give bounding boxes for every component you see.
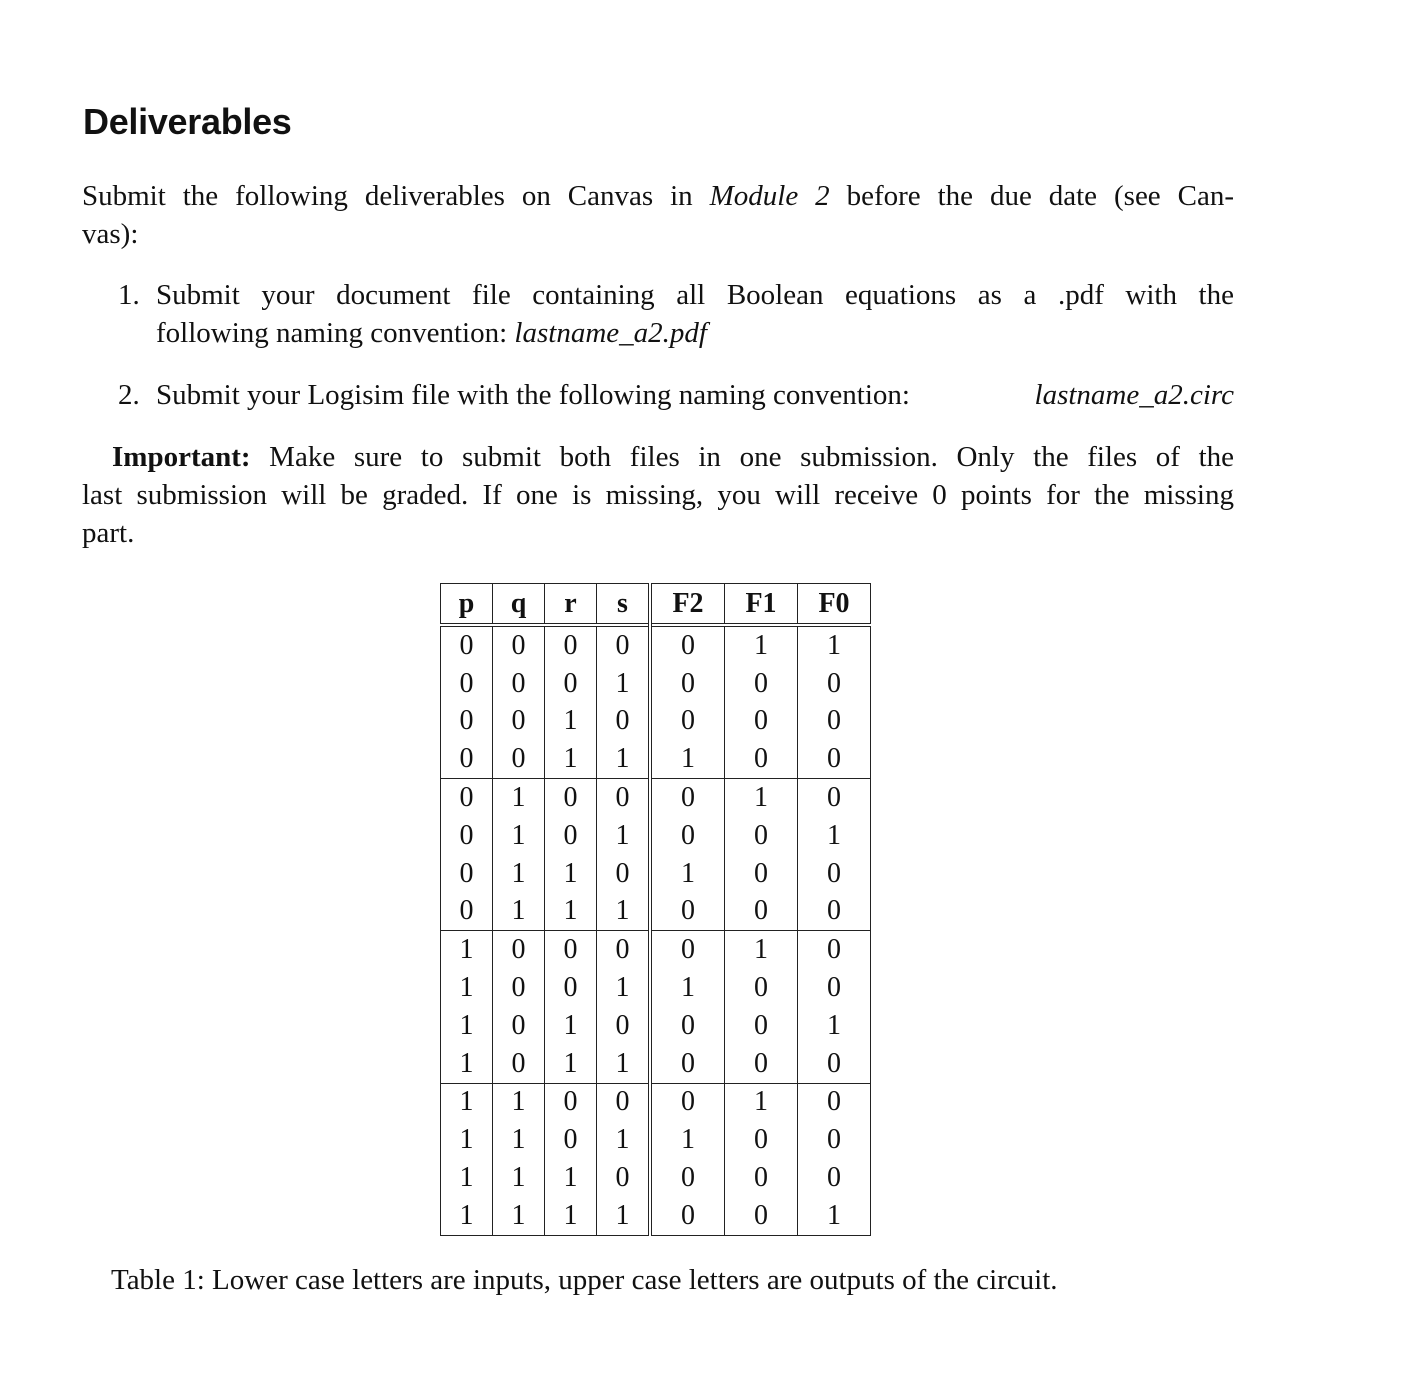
table-cell: 1: [597, 893, 651, 931]
deliverable-item-1: [118, 276, 1234, 352]
table-cell: 1: [597, 740, 651, 778]
table-row: [441, 625, 871, 665]
item-text-line-2: [156, 317, 707, 349]
intro-line-2: vas):: [82, 218, 139, 250]
table-cell: 0: [650, 625, 725, 665]
table-cell: 0: [650, 1197, 725, 1235]
table-cell: 0: [650, 931, 725, 969]
table-cell: 0: [441, 893, 493, 931]
table-cell: 0: [597, 1083, 651, 1121]
pdf-filename: lastname_a2.pdf: [514, 317, 707, 349]
table-cell: 0: [441, 625, 493, 665]
table-cell: 0: [493, 969, 545, 1007]
table-cell: 0: [650, 1159, 725, 1197]
header-q: q: [493, 584, 545, 626]
table-cell: 0: [545, 969, 597, 1007]
table-cell: 1: [545, 1045, 597, 1083]
table-cell: 1: [493, 855, 545, 893]
table-cell: 1: [493, 779, 545, 817]
intro-paragraph: [82, 177, 1234, 253]
table-cell: 1: [441, 1197, 493, 1235]
table-cell: 0: [798, 740, 871, 778]
table-row: [441, 931, 871, 969]
table-cell: 0: [725, 703, 798, 741]
table-cell: 1: [650, 855, 725, 893]
circ-filename: lastname_a2.circ: [1034, 379, 1234, 411]
header-p: p: [441, 584, 493, 626]
table-cell: 1: [441, 969, 493, 1007]
table-cell: 0: [597, 1159, 651, 1197]
header-s: s: [597, 584, 651, 626]
table-cell: 0: [798, 855, 871, 893]
table-cell: 1: [725, 779, 798, 817]
header-f1: F1: [725, 584, 798, 626]
table-cell: 1: [493, 1159, 545, 1197]
table-cell: 0: [493, 931, 545, 969]
table-cell: 1: [597, 1197, 651, 1235]
table-cell: 0: [441, 665, 493, 703]
table-cell: 0: [798, 779, 871, 817]
table-cell: 0: [725, 1121, 798, 1159]
table-cell: 0: [545, 1083, 597, 1121]
item-text: Submit your Logisim file with the following naming convention:: [156, 379, 910, 411]
table-cell: 1: [441, 1159, 493, 1197]
important-text-1: Make sure to submit both files in one submission. Only the files of the: [250, 441, 1234, 473]
table-row: [441, 1083, 871, 1121]
table-cell: 0: [597, 625, 651, 665]
table-cell: 1: [798, 817, 871, 855]
item-text-line-1: Submit your document file containing all Boolean equations as a .pdf with the: [156, 279, 1234, 311]
table-cell: 1: [597, 1121, 651, 1159]
header-r: r: [545, 584, 597, 626]
table-cell: 1: [441, 1045, 493, 1083]
important-line-3: part.: [82, 517, 135, 549]
table-cell: 1: [798, 625, 871, 665]
table-cell: 1: [441, 1121, 493, 1159]
table-cell: 1: [597, 665, 651, 703]
table-cell: 0: [597, 1007, 651, 1045]
table-cell: 0: [798, 1083, 871, 1121]
table-cell: 1: [725, 931, 798, 969]
table-cell: 1: [441, 1083, 493, 1121]
table-cell: 0: [725, 893, 798, 931]
table-cell: 0: [493, 625, 545, 665]
table-cell: 1: [597, 817, 651, 855]
item-number: 1.: [118, 279, 140, 311]
table-cell: 0: [725, 1197, 798, 1235]
table-header-row: [441, 584, 871, 626]
table-cell: 0: [725, 665, 798, 703]
intro-text-before: Submit the following deliverables on Canvas in: [82, 180, 710, 212]
table-cell: 0: [493, 703, 545, 741]
table-cell: 0: [597, 855, 651, 893]
table-cell: 1: [441, 931, 493, 969]
table-cell: 1: [545, 893, 597, 931]
table-row: [441, 740, 871, 778]
table-row: [441, 1121, 871, 1159]
table-cell: 1: [545, 1159, 597, 1197]
table-cell: 0: [441, 855, 493, 893]
table-cell: 1: [493, 893, 545, 931]
intro-line-1: [82, 177, 1234, 215]
table-row: [441, 665, 871, 703]
table-cell: 0: [650, 1045, 725, 1083]
table-cell: 0: [650, 817, 725, 855]
intro-text-after: before the due date (see Can-: [829, 180, 1234, 212]
table-cell: 0: [545, 665, 597, 703]
table-row: [441, 855, 871, 893]
table-cell: 1: [545, 740, 597, 778]
table-cell: 0: [545, 779, 597, 817]
table-cell: 1: [798, 1197, 871, 1235]
table-cell: 0: [545, 817, 597, 855]
table-cell: 0: [545, 931, 597, 969]
table-cell: 0: [798, 665, 871, 703]
table-cell: 0: [725, 817, 798, 855]
table-cell: 1: [597, 969, 651, 1007]
table-row: [441, 1197, 871, 1235]
table-cell: 0: [725, 1159, 798, 1197]
table-cell: 0: [798, 1045, 871, 1083]
table-cell: 0: [725, 969, 798, 1007]
table-cell: 0: [597, 703, 651, 741]
table-cell: 0: [597, 931, 651, 969]
table-cell: 0: [441, 779, 493, 817]
table-cell: 1: [545, 1007, 597, 1045]
table-cell: 0: [493, 1007, 545, 1045]
table-cell: 0: [650, 1007, 725, 1045]
table-cell: 1: [597, 1045, 651, 1083]
section-heading: Deliverables: [83, 101, 292, 142]
table-cell: 1: [725, 1083, 798, 1121]
table-cell: 1: [650, 1121, 725, 1159]
table-cell: 0: [545, 1121, 597, 1159]
important-note: [82, 438, 1234, 552]
table-caption: Table 1: Lower case letters are inputs, upper case letters are outputs of the circuit.: [111, 1264, 1058, 1296]
table-cell: 0: [798, 893, 871, 931]
table-cell: 1: [493, 817, 545, 855]
table-row: [441, 1159, 871, 1197]
table-cell: 0: [650, 665, 725, 703]
table-cell: 0: [650, 779, 725, 817]
table-cell: 1: [493, 1121, 545, 1159]
table-cell: 0: [725, 855, 798, 893]
table-cell: 0: [725, 740, 798, 778]
table-cell: 0: [798, 931, 871, 969]
table-row: [441, 1045, 871, 1083]
table-row: [441, 969, 871, 1007]
table-cell: 1: [545, 855, 597, 893]
table-cell: 1: [798, 1007, 871, 1045]
header-f0: F0: [798, 584, 871, 626]
table-cell: 0: [493, 740, 545, 778]
table-cell: 0: [650, 893, 725, 931]
table-cell: 1: [650, 969, 725, 1007]
table-cell: 0: [441, 703, 493, 741]
table-cell: 0: [798, 1159, 871, 1197]
table-cell: 0: [493, 665, 545, 703]
table-cell: 1: [493, 1083, 545, 1121]
table-cell: 1: [725, 625, 798, 665]
header-f2: F2: [650, 584, 725, 626]
table-cell: 0: [493, 1045, 545, 1083]
important-label: Important:: [112, 441, 251, 473]
table-cell: 0: [597, 779, 651, 817]
module-name: Module 2: [709, 180, 830, 212]
important-line-2: last submission will be graded. If one is missing, you will receive 0 points for the missing: [82, 479, 1234, 511]
table-cell: 0: [545, 625, 597, 665]
table-cell: 0: [725, 1045, 798, 1083]
important-line-1: [82, 438, 1234, 476]
table-cell: 1: [493, 1197, 545, 1235]
table-row: [441, 1007, 871, 1045]
naming-convention-label: following naming convention:: [156, 317, 515, 349]
table-cell: 0: [650, 703, 725, 741]
item-number: 2.: [118, 379, 140, 411]
table-cell: 1: [545, 703, 597, 741]
table-cell: 0: [441, 740, 493, 778]
table-cell: 0: [798, 969, 871, 1007]
table-row: [441, 817, 871, 855]
table-cell: 0: [650, 1083, 725, 1121]
table-cell: 1: [650, 740, 725, 778]
table-cell: 1: [545, 1197, 597, 1235]
table-cell: 0: [798, 1121, 871, 1159]
table-row: [441, 779, 871, 817]
truth-table: [440, 583, 871, 1236]
table-row: [441, 703, 871, 741]
table-row: [441, 893, 871, 931]
table-cell: 0: [798, 703, 871, 741]
table-cell: 1: [441, 1007, 493, 1045]
table-cell: 0: [725, 1007, 798, 1045]
table-body: [441, 625, 871, 1235]
table-cell: 0: [441, 817, 493, 855]
deliverable-item-2: [118, 376, 1234, 414]
